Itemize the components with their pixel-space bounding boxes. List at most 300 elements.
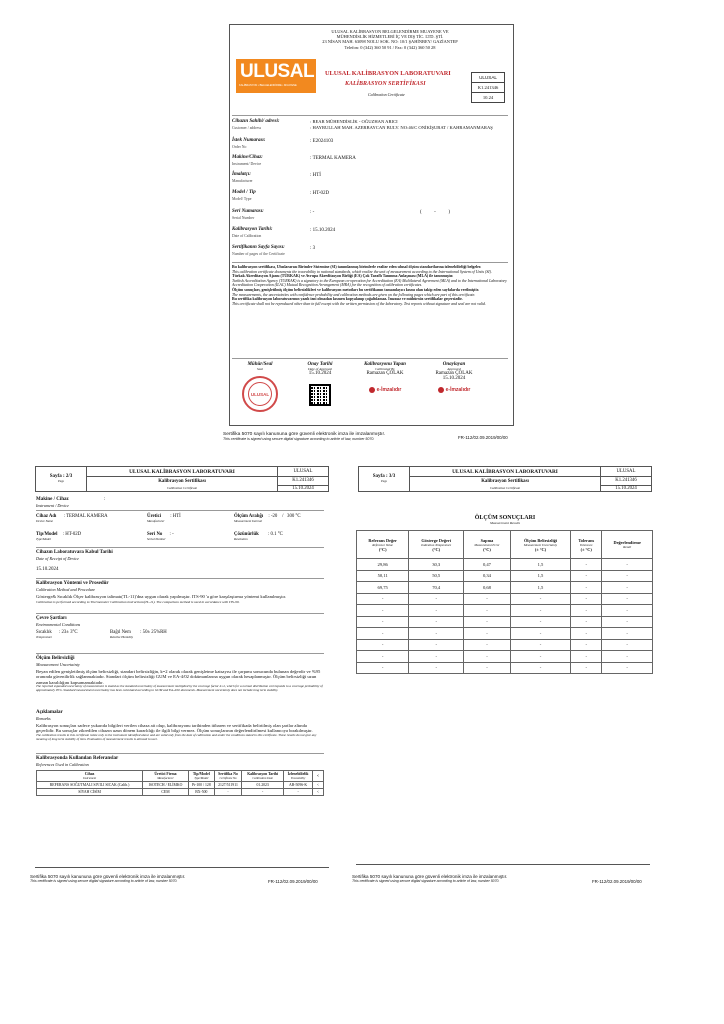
field-device-value: : TERMAL KAMERA bbox=[310, 156, 356, 161]
approved-by-name: Ramazan ÇOLAK bbox=[435, 371, 473, 376]
table-cell: - bbox=[571, 570, 602, 582]
cert-subtitle: Calibration Certificate bbox=[368, 92, 405, 97]
field-label: Model / Tip bbox=[232, 190, 256, 195]
org-header bbox=[300, 29, 480, 50]
column-header: İzlenebilirlik Traceability bbox=[284, 771, 313, 782]
divider bbox=[36, 753, 324, 754]
sign-title: Onay Tarihi bbox=[307, 362, 333, 367]
lab-title: ULUSAL KALİBRASYON LABORATUVARI bbox=[325, 70, 451, 77]
table-cell: - bbox=[571, 651, 602, 663]
page-number: Sayfa : 2/3 bbox=[49, 474, 73, 480]
value: HTİ bbox=[172, 514, 181, 519]
table-row bbox=[357, 628, 653, 640]
table-cell: CEM bbox=[143, 789, 189, 796]
cert-date: 15.10.2024 bbox=[601, 485, 652, 491]
divider bbox=[36, 653, 324, 654]
field-owner bbox=[232, 119, 280, 131]
method-section bbox=[36, 581, 324, 604]
sign-sub: Date of Approval bbox=[307, 367, 333, 371]
field-cal-date-value: : 15.10.2024 bbox=[310, 228, 336, 233]
cert-subtitle: Calibration Certificate bbox=[410, 485, 601, 491]
field-label: Sertifikanın Sayfa Sayısı: bbox=[232, 245, 285, 250]
table-cell: - bbox=[602, 628, 653, 640]
page-number-sub: Page bbox=[58, 479, 64, 484]
table-header-row bbox=[357, 531, 653, 559]
cert-code: K1.241346 bbox=[601, 477, 652, 486]
references-table bbox=[36, 770, 324, 796]
table-cell: 30,3 bbox=[409, 559, 464, 571]
org-header-line: MÜHENDİSLİK HİZMETLERİ İÇ VE DIŞ TİC. LTD. ŞTİ. bbox=[336, 34, 444, 40]
field-owner-value: : REAR MÜHENDİSLİK - OĞUZHAN ARICI : HAYRULLAH MAH. AZERBAYCAN BULV. NO:46/C ONİKİŞUBAT / KAHRAMANMARAŞ bbox=[310, 119, 493, 130]
table-cell: - bbox=[464, 662, 511, 674]
body-paragraph: The measurements, the uncertainties with confidence probability and calibration methods are given on the following pages which are part of this certificate. bbox=[232, 292, 476, 297]
field-sublabel: Serial Number bbox=[232, 216, 255, 220]
ulusal-logo bbox=[236, 59, 316, 93]
device-section: Makine / Cihaz : Instrument / Device bbox=[36, 497, 326, 508]
field-device bbox=[232, 155, 263, 167]
footer-tr: Sertifika 5070 sayılı kanununa göre güvenli elektronik imza ile imzalanmıştır. bbox=[30, 874, 186, 879]
value: -20 / 300 °C bbox=[270, 514, 301, 519]
table-cell: - bbox=[571, 559, 602, 571]
table-row bbox=[357, 559, 653, 571]
type-field: Tip/Model : HT-02D Type/Model bbox=[36, 532, 82, 541]
cert-date: 15.10.2024 bbox=[278, 485, 329, 491]
body-paragraph: Bu sertifika kalibrasyon laboratuvarının yazılı izni olmadan kısmen kopyalanıp çoğaltılamaz. İmzasız ve mühürsüz sertifikalar geçersizdir. bbox=[232, 297, 463, 302]
cert-title: Kalibrasyon Sertifikası bbox=[410, 477, 601, 486]
table-cell: - bbox=[464, 651, 511, 663]
table-cell: 50,11 bbox=[357, 570, 409, 582]
label: Ölçüm Aralığı bbox=[234, 514, 264, 519]
e-signature-badge bbox=[420, 387, 488, 393]
sublabel: Serial Number bbox=[147, 537, 166, 541]
column-header: Gösterge Değeri Indication Temperature (°C) bbox=[409, 531, 464, 559]
table-cell: AB-5096-K bbox=[284, 782, 313, 789]
footer-en: This certificate is signed using secure digital signature according to article of law, number 5070. bbox=[223, 437, 375, 441]
footer-tr: Sertifika 5070 sayılı kanununa göre güvenli elektronik imza ile imzalanmıştır. bbox=[223, 432, 386, 437]
field-label: Makine/Cihaz: bbox=[232, 155, 263, 160]
table-cell: - bbox=[409, 651, 464, 663]
column-header: Tolerans Tolerance (± °C) bbox=[571, 531, 602, 559]
field-order-value: : E2024103 bbox=[310, 139, 334, 144]
field-sublabel: Instrument/ Device bbox=[232, 162, 262, 166]
table-cell: - bbox=[464, 616, 511, 628]
table-cell: - bbox=[464, 605, 511, 617]
table-row bbox=[357, 662, 653, 674]
field-model-value: : HT-02D bbox=[310, 191, 330, 196]
badge-number: 10.24 bbox=[471, 93, 505, 103]
page2-footer bbox=[30, 874, 270, 883]
column-header: Sapma Measurement Error (°C) bbox=[464, 531, 511, 559]
column-header: Kalibrasyon Tarihi Calibration Date bbox=[242, 771, 284, 782]
divider bbox=[36, 578, 324, 579]
table-cell: 0,47 bbox=[464, 559, 511, 571]
field-cal-date bbox=[232, 227, 273, 239]
humidity-field: Bağıl Nem : 50± 25%RH Relative Humidity bbox=[110, 630, 167, 639]
table-header-row bbox=[37, 771, 324, 782]
field-serial bbox=[232, 209, 264, 221]
footer-code: FR-112/02.09.2019/00/00 bbox=[268, 879, 318, 884]
table-cell: 1,5 bbox=[510, 570, 570, 582]
cert-title: Kalibrasyon Sertifikası bbox=[87, 477, 278, 486]
cert-code: K1.241346 bbox=[278, 477, 329, 486]
sublabel: Measurement Interval bbox=[234, 519, 263, 523]
field-model bbox=[232, 190, 256, 202]
page-number-cell bbox=[359, 467, 410, 492]
remarks-text-en: The calibration results in this certificate relate only to the instrument identified above and are valid only from the date of calibration and under the conditions stated in this certificate. These results do not give any meaning of long term stability of item. Evaluation of measurement results is allowed to user. bbox=[36, 732, 317, 741]
e-signature-icon bbox=[438, 387, 444, 393]
footer-en: This certificate is signed using secure digital signature according to article of law, number 5070. bbox=[30, 879, 178, 883]
divider bbox=[36, 547, 324, 548]
owner-address: HAYRULLAH MAH. AZERBAYCAN BULV. NO:46/C ONİKİŞUBAT / KAHRAMANMARAŞ bbox=[312, 125, 493, 130]
range-field: Ölçüm Aralığı : -20 / 300 °C Measurement Interval bbox=[234, 514, 301, 523]
field-label: İstek Numarası: bbox=[232, 138, 266, 143]
table-cell: - bbox=[602, 605, 653, 617]
org-header-line: Telefon: 0 (342) 360 50 91 / Fax: 0 (342) 360 50 28 bbox=[344, 44, 436, 50]
table-cell: 2127/511911 bbox=[214, 782, 241, 789]
cert-badge bbox=[471, 72, 505, 103]
field-sublabel: Customer / address bbox=[232, 126, 262, 130]
section-subtitle: Date of Receipt of Device bbox=[36, 556, 80, 561]
temperature-field: Sıcaklık : 23± 3°C Temperature bbox=[36, 630, 78, 639]
remarks-text: Kalibrasyon sonuçları sadece yukarıda bilgileri verilen cihaza ait olup, kalibrasyonu tarihinden itibaren ve sertifikada belirtilmiş olan şartlar altında geçerlidir. Bu sonuçlar zikredilen cihazın uzun dönem kararlılığı ile ilgili bilgi vermez. Ölçüm sonuçlarının değerlendirilmesi kullanıcıya bırakılmıştır. bbox=[36, 723, 313, 734]
table-cell: - bbox=[571, 639, 602, 651]
table-cell: - bbox=[571, 593, 602, 605]
uncertainty-text-en: The reported expanded uncertainty of measurement is stated as the standard uncertainty of measurement multiplied by the coverage factor k=2, which for a normal distribution corresponds to a coverage probability of approximately 95%. Standard measurement uncertainty has been calculated according to GUM and EA-4/02 documents. Measurement uncertainty does not include long term stability. bbox=[36, 684, 323, 693]
table-cell: 50,5 bbox=[409, 570, 464, 582]
body-paragraph: Türkak Akreditasyon Ajansı (TÜRKAK) ve Avrupa Akreditasyon Birliği (EA) Çok Taraflı Tanınma Anlaşması (MLA) ile tanınmıştır. bbox=[232, 274, 454, 279]
seal-text: ULUSAL bbox=[250, 391, 270, 397]
label: Seri No bbox=[147, 532, 163, 537]
divider bbox=[232, 262, 508, 263]
sign-col-approval bbox=[290, 362, 350, 406]
table-cell: - bbox=[409, 593, 464, 605]
footer-code: FR-112/02.09.2019/00/00 bbox=[458, 435, 508, 440]
logo-text: ULUSAL bbox=[240, 61, 315, 82]
table-cell: - bbox=[510, 593, 570, 605]
column-header: Üretici Firma Manufacturer bbox=[143, 771, 189, 782]
table-row bbox=[357, 582, 653, 594]
divider bbox=[36, 613, 324, 614]
org-header-line: ULUSAL KALİBRASYON BELGELENDİRME MUAYENE VE bbox=[331, 29, 449, 34]
table-cell: - bbox=[464, 628, 511, 640]
footer-en: This certificate is signed using secure digital signature according to article of law, number 5070. bbox=[352, 879, 500, 883]
value: 0.1 °C bbox=[270, 532, 283, 537]
receipt-section bbox=[36, 550, 113, 573]
section-title: Kalibrasyonda Kullanılan Referanslar bbox=[36, 756, 119, 761]
table-cell: - bbox=[571, 605, 602, 617]
sign-sub: Calibrated By bbox=[375, 367, 395, 371]
field-pages-value: : 3 bbox=[310, 246, 316, 251]
body-paragraph: This calibration certificate documents the traceability to national standards, which realize the unit of measurement according to the International System of Units (SI). bbox=[232, 269, 492, 274]
table-cell: < bbox=[313, 782, 324, 789]
column-header: Ölçüm Belirsizliği Measurement Uncertainty (± °C) bbox=[510, 531, 570, 559]
sign-col-calibrated bbox=[355, 362, 415, 393]
footer-tr: Sertifika 5070 sayılı kanununa göre güvenli elektronik imza ile imzalanmıştır. bbox=[352, 874, 508, 879]
table-cell: BX-500 bbox=[188, 789, 214, 796]
divider bbox=[232, 115, 508, 116]
table-cell: - bbox=[571, 616, 602, 628]
page-number: Sayfa : 3/3 bbox=[372, 474, 396, 480]
field-sublabel: Model/ Type bbox=[232, 197, 252, 201]
section-title: Çevre Şartları bbox=[36, 616, 67, 621]
environment-section bbox=[36, 616, 324, 627]
table-cell: 0,68 bbox=[464, 582, 511, 594]
cal-date: 15.10.2024 bbox=[312, 228, 336, 233]
footer-code: FR-112/02.09.2019/00/00 bbox=[592, 879, 642, 884]
table-cell: - bbox=[571, 628, 602, 640]
table-cell: - bbox=[571, 582, 602, 594]
sign-col-approved bbox=[420, 362, 488, 393]
table-cell: - bbox=[571, 662, 602, 674]
approval-date: 15.10.2024 bbox=[308, 371, 332, 376]
table-cell: SİYAH CİSİM bbox=[37, 789, 143, 796]
qr-code-icon bbox=[309, 384, 331, 406]
badge-top: ULUSAL bbox=[471, 72, 505, 83]
table-cell: - bbox=[510, 662, 570, 674]
table-cell: - bbox=[510, 639, 570, 651]
table-cell: Pt-100 / 128 bbox=[188, 782, 214, 789]
table-row bbox=[357, 639, 653, 651]
table-cell: - bbox=[464, 593, 511, 605]
method-text: Gösterge& Sıcaklık Ölçer kalibrasyon talimatı(TL-11)'dna uygun olarak yapılmıştır. ITS-90 'a göre karşılaştırma yöntemi kullanılmıştır. bbox=[36, 594, 287, 599]
sublabel: Temperature bbox=[36, 635, 53, 639]
sign-title: Kalibrasyonu Yapan bbox=[364, 362, 406, 367]
sublabel: Manufacturer bbox=[147, 519, 165, 523]
table-cell: - bbox=[409, 639, 464, 651]
company-seal-icon bbox=[242, 376, 278, 412]
label: Sıcaklık bbox=[36, 630, 52, 635]
section-subtitle: Measurement Uncertainty bbox=[36, 662, 80, 667]
body-paragraph: This certificate shall not be reproduced other than in full except with the written permission of the laboratory. Test reports without signature and seal are not valid. bbox=[232, 301, 486, 306]
table-cell: - bbox=[602, 616, 653, 628]
e-signature-icon bbox=[369, 387, 375, 393]
sign-title: Mühür/Seal bbox=[247, 362, 273, 367]
logo-subtext: KALİBRASYON • BELGELENDİRME • MUAYENE bbox=[239, 84, 297, 87]
value: HT-02D bbox=[65, 532, 82, 537]
section-subtitle: Environmental Conditions bbox=[36, 622, 81, 627]
sign-sub: Approved bbox=[447, 367, 461, 371]
table-row bbox=[357, 616, 653, 628]
value: 23± 3°C bbox=[61, 630, 78, 635]
table-cell: - bbox=[357, 662, 409, 674]
page2-header bbox=[35, 466, 329, 492]
uncertainty-section bbox=[36, 656, 324, 693]
page3-header bbox=[358, 466, 652, 492]
table-cell: - bbox=[409, 628, 464, 640]
table-cell: - bbox=[602, 570, 653, 582]
field-sublabel: Date of Calibration bbox=[232, 234, 262, 238]
section-title: Makine / Cihaz bbox=[36, 497, 69, 502]
table-cell: - bbox=[214, 789, 241, 796]
table-cell: 70,4 bbox=[409, 582, 464, 594]
resolution-field: Çözünürlük : 0.1 °C Resolution bbox=[234, 532, 283, 541]
label: Tip/Model bbox=[36, 532, 58, 537]
section-subtitle: References Used in Calibration bbox=[36, 762, 89, 767]
table-cell: - bbox=[409, 662, 464, 674]
references-section bbox=[36, 756, 324, 767]
sublabel: Type/Model bbox=[36, 537, 51, 541]
method-text-en: Calibration is performed according to Thermometer Calibration instructions(TL-11). The comparison method is used in accordance with ITS-90. bbox=[36, 599, 240, 604]
serial: - bbox=[312, 210, 315, 215]
table-cell: - bbox=[464, 639, 511, 651]
label: Üretici bbox=[147, 514, 162, 519]
device-name-field: Cihaz Adı : TERMAL KAMERA Device Name bbox=[36, 514, 108, 523]
order-number: E2024103 bbox=[312, 139, 334, 144]
section-subtitle: Instrument / Device bbox=[36, 503, 70, 508]
body-paragraph: Bu kalibrasyon sertifikası, Uluslararası Birimler Sistemine (SI) tanımlanmış birimlerle realize eden ulusal ölçüm standartlarına izlenebilirliği belgeler. bbox=[232, 265, 482, 269]
table-cell: - bbox=[510, 616, 570, 628]
section-title: Açıklamalar bbox=[36, 710, 63, 715]
field-sublabel: Order No bbox=[232, 145, 247, 149]
sublabel: Resolution bbox=[234, 537, 248, 541]
device-name: TERMAL KAMERA bbox=[312, 156, 356, 161]
org-header-line: 23 NİSAN MAH. 63098 NOLU SOK. NO: 10/1 ŞAHİNBEY/ GAZİANTEP bbox=[322, 39, 458, 45]
table-cell: 69,75 bbox=[357, 582, 409, 594]
remarks-section bbox=[36, 710, 324, 742]
lab-title: ULUSAL KALİBRASYON LABORATUVARI bbox=[87, 467, 278, 477]
table-row bbox=[37, 789, 324, 796]
approved-date: 15.10.2024 bbox=[442, 376, 466, 381]
table-cell: - bbox=[357, 639, 409, 651]
field-label: Cihazın Sahibi/ adresi: bbox=[232, 119, 280, 124]
table-row bbox=[357, 570, 653, 582]
receipt-date: 15.10.2024 bbox=[36, 567, 59, 572]
table-cell: - bbox=[602, 593, 653, 605]
field-manufacturer-value: : HTİ bbox=[310, 173, 321, 178]
value: - bbox=[172, 532, 174, 537]
table-cell: 0,34 bbox=[464, 570, 511, 582]
page-number-cell bbox=[36, 467, 87, 492]
table-cell: 1,5 bbox=[510, 582, 570, 594]
cert-title: KALİBRASYON SERTİFİKASI bbox=[345, 81, 426, 87]
field-label: İmalatçı: bbox=[232, 172, 251, 177]
table-cell: - bbox=[357, 628, 409, 640]
sign-sub: Seal bbox=[256, 367, 264, 371]
page-count: 3 bbox=[312, 246, 316, 251]
table-cell: - bbox=[284, 789, 313, 796]
divider bbox=[232, 358, 508, 359]
table-cell: - bbox=[242, 789, 284, 796]
table-cell: - bbox=[409, 616, 464, 628]
results-subtitle: Measurement Results bbox=[490, 521, 520, 525]
results-body bbox=[357, 559, 653, 674]
section-title: Cihazın Laboratuvara Kabul Tarihi bbox=[36, 550, 113, 555]
table-cell: - bbox=[602, 559, 653, 571]
table-cell: - bbox=[357, 593, 409, 605]
uncertainty-text: Beyan edilen genişletilmiş ölçüm belirsizliği, standart belirsizliğin, k=2 olarak olarak genişletme katsayısı ile çarpımı sonucunda bulunan değerdir ve %95 oranında güvenilirlik sağlanmaktadır. Standart ölçüm belirsizliği GUM ve EA-4/02 dokümanlarına uygun olarak hesaplanmıştır. Ölçüm belirsizliği uzun zaman karalılığını kapsamamaktadır. bbox=[36, 669, 321, 685]
section-title: Ölçüm Belirsizliği bbox=[36, 656, 75, 661]
table-row bbox=[357, 605, 653, 617]
results-title-block bbox=[358, 515, 652, 525]
checkbox-column: < bbox=[313, 771, 324, 782]
page2-bottom-rule bbox=[35, 867, 329, 868]
field-manufacturer bbox=[232, 172, 253, 184]
table-cell: REFERANS SOĞUTMALI SIVILI SICAK (Calib.) bbox=[37, 782, 143, 789]
table-cell: - bbox=[510, 605, 570, 617]
value: 50± 25%RH bbox=[142, 630, 167, 635]
e-signature-badge bbox=[355, 387, 415, 393]
manufacturer-field: Üretici : HTİ Manufacturer bbox=[147, 514, 181, 523]
column-header: Sertifika No Certificate No bbox=[214, 771, 241, 782]
cert-body-text bbox=[232, 265, 508, 306]
label: Çözünürlük bbox=[234, 532, 259, 537]
table-row bbox=[357, 593, 653, 605]
table-cell: - bbox=[357, 651, 409, 663]
field-sublabel: Manufacturer bbox=[232, 179, 253, 183]
model: HT-02D bbox=[312, 191, 330, 196]
table-cell: - bbox=[357, 616, 409, 628]
body-paragraph: Ölçüm sonuçları, genişletilmiş ölçüm belirsizlikleri ve kalibrasyon metotları bu sertifikanın tamamlayıcı kısmı olan takip eden sayfalarda verilmiştir. bbox=[232, 287, 479, 292]
page-number-sub: Page bbox=[381, 479, 387, 484]
field-label: Seri Numarası: bbox=[232, 209, 264, 214]
field-pages bbox=[232, 245, 285, 257]
badge-top: ULUSAL bbox=[278, 467, 329, 477]
section-subtitle: Calibration Method and Procedure bbox=[36, 587, 96, 592]
sign-title: Onaylayan bbox=[442, 362, 466, 367]
body-paragraph: Turkish Accreditation Agency (TURKAK) is a signatory to the European co-operation for Accreditation (EA) Multilateral Agreement (MLA) and to the International Laboratory Accreditation Cooperation (ILAC) Mutual Recognition Arrangement (MRA) for the recognition of calibration certificates. bbox=[232, 278, 507, 288]
results-table bbox=[356, 530, 653, 674]
table-cell: - bbox=[357, 605, 409, 617]
table-cell: 29,86 bbox=[357, 559, 409, 571]
column-header: Referans Değer Reference Value (°C) bbox=[357, 531, 409, 559]
table-cell: ISOTECH / ELİMKO bbox=[143, 782, 189, 789]
page3-bottom-rule bbox=[356, 864, 650, 865]
badge-top: ULUSAL bbox=[601, 467, 652, 477]
results-title: ÖLÇÜM SONUÇLARI bbox=[474, 515, 536, 521]
lab-title: ULUSAL KALİBRASYON LABORATUVARI bbox=[410, 467, 601, 477]
table-cell: - bbox=[602, 639, 653, 651]
serial-paren: ( - ) bbox=[420, 210, 450, 215]
field-label: Kalibrasyon Tarihi: bbox=[232, 227, 273, 232]
e-signature-label: e-İmzalıdır bbox=[445, 387, 471, 393]
table-cell: < bbox=[313, 789, 324, 796]
field-order bbox=[232, 138, 265, 150]
sublabel: Device Name bbox=[36, 519, 54, 523]
value: TERMAL KAMERA bbox=[66, 514, 108, 519]
table-row bbox=[357, 651, 653, 663]
owner-name: REAR MÜHENDİSLİK - OĞUZHAN ARICI bbox=[312, 119, 398, 124]
table-cell: - bbox=[409, 605, 464, 617]
label: Bağıl Nem bbox=[110, 630, 131, 635]
column-header: Cihaz Instrument bbox=[37, 771, 143, 782]
column-header: Değerlendirme Result bbox=[602, 531, 653, 559]
table-cell: 01.2023 bbox=[242, 782, 284, 789]
badge-code: K1.241346 bbox=[471, 83, 505, 93]
cert-subtitle: Calibration Certificate bbox=[87, 485, 278, 491]
divider bbox=[36, 510, 324, 511]
table-cell: - bbox=[602, 651, 653, 663]
table-cell: - bbox=[510, 628, 570, 640]
page3-footer bbox=[352, 874, 592, 883]
table-cell: 1,5 bbox=[510, 559, 570, 571]
label: Cihaz Adı bbox=[36, 514, 57, 519]
table-cell: - bbox=[602, 662, 653, 674]
manufacturer: HTİ bbox=[312, 173, 321, 178]
table-cell: - bbox=[602, 582, 653, 594]
serial-field: Seri No : - Serial Number bbox=[147, 532, 174, 541]
field-serial-value: : - bbox=[310, 210, 315, 215]
section-subtitle: Remarks bbox=[36, 716, 51, 721]
table-cell: - bbox=[510, 651, 570, 663]
e-signature-label: e-İmzalıdır bbox=[376, 387, 402, 393]
column-header: Tip/Model Type/Model bbox=[188, 771, 214, 782]
sublabel: Relative Humidity bbox=[110, 635, 134, 639]
field-sublabel: Number of pages of the Certificate bbox=[232, 252, 285, 256]
sign-col-seal bbox=[235, 362, 285, 412]
section-title: Kalibrasyon Yöntemi ve Prosedür bbox=[36, 581, 109, 586]
table-row bbox=[37, 782, 324, 789]
calibrated-by-name: Ramazan ÇOLAK bbox=[366, 371, 404, 376]
